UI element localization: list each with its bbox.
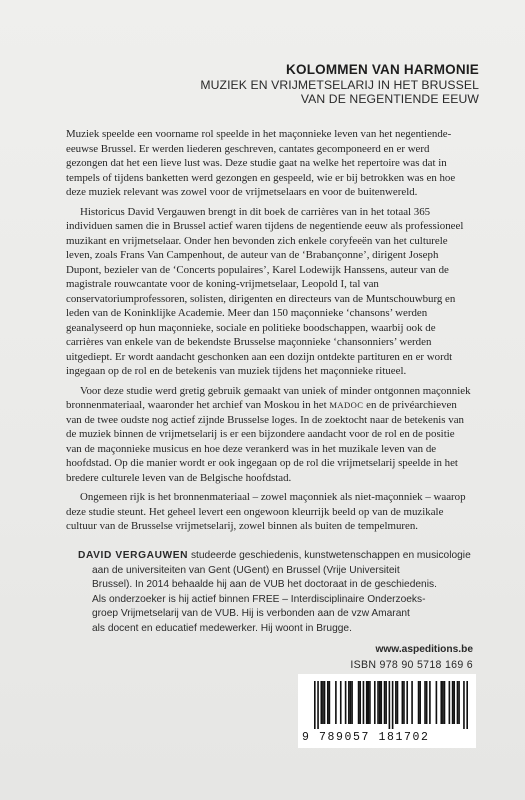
barcode-bar bbox=[350, 681, 352, 724]
barcode-bar bbox=[317, 681, 319, 729]
barcode-bar bbox=[329, 681, 331, 724]
isbn-label: ISBN 978 90 5718 169 6 bbox=[350, 659, 473, 671]
barcode-bar bbox=[424, 681, 426, 724]
barcode-bar bbox=[359, 681, 361, 724]
blurb-paragraph-4: Ongemeen rijk is het bronnenmateriaal – zowel maçonniek als niet-maçonniek – waarop deze studie steunt. Het geheel levert een ongewoon kleurrijk beeld op van de muzikale cultuur van de Brusselse vrijmetselarij, zowel binnen als buiten de tempelmuren. bbox=[66, 491, 466, 532]
book-subtitle-line-2: VAN DE NEGENTIENDE EEUW bbox=[300, 92, 479, 106]
barcode-bar bbox=[466, 681, 468, 729]
barcode-bar bbox=[463, 681, 465, 729]
barcode-bar bbox=[440, 681, 442, 724]
barcode-bar bbox=[392, 681, 394, 729]
barcode-bar bbox=[369, 681, 371, 724]
blurb-paragraph-3 bbox=[66, 384, 471, 486]
barcode-bar bbox=[436, 681, 438, 724]
madoc-smallcaps: MADOC bbox=[329, 400, 364, 410]
book-title: KOLOMMEN VAN HARMONIE bbox=[286, 62, 479, 77]
barcode-bar bbox=[403, 681, 405, 724]
author-bio-line-1 bbox=[78, 549, 472, 564]
barcode-bar bbox=[458, 681, 460, 724]
barcode-bar bbox=[351, 681, 353, 724]
barcode-bar bbox=[406, 681, 408, 724]
blurb-paragraph-1: Muziek speelde een voorname rol speelde in het maçonnieke leven van het negentiende-eeuwse Brussel. Er werden liederen geschreven, cantates gecomponeerd en er werd gezongen dat het een lieve lust was. Deze studie gaat na welke het repertoire was dat in tempels of tijdens banketten werd gezongen en gespeeld, wie er bij betrokken was en hoe deze muziek relevant was zowel voor de vrijmetselaars en voor de buitenwereld. bbox=[66, 128, 456, 198]
barcode-bar bbox=[385, 681, 387, 724]
barcode-bar bbox=[449, 681, 451, 724]
barcode-bar bbox=[335, 681, 337, 724]
author-bio-line-6: als docent en educatief medewerker. Hij woont in Brugge. bbox=[92, 622, 352, 634]
barcode-bar bbox=[442, 681, 444, 724]
barcode-bar bbox=[453, 681, 455, 724]
barcode-bar bbox=[366, 681, 368, 724]
blurb-paragraph-3-part-1: Voor deze studie werd gretig gebruik gemaakt van uniek of minder ontgonnen maçonniek bronnenmateriaal, waaronder het archief van Moskou in het bbox=[66, 384, 471, 411]
barcode-bar bbox=[452, 681, 454, 724]
barcode-bar bbox=[340, 681, 342, 724]
barcode-bar bbox=[324, 681, 326, 724]
barcode-bar bbox=[418, 681, 420, 724]
author-bio-line-5: groep Vrijmetselarij van de VUB. Hij is verbonden aan de vzw Amarant bbox=[92, 608, 410, 619]
book-subtitle-line-1: MUZIEK EN VRIJMETSELARIJ IN HET BRUSSEL bbox=[200, 78, 479, 92]
barcode-bar bbox=[457, 681, 459, 724]
author-bio bbox=[78, 549, 472, 636]
barcode-bar bbox=[429, 681, 431, 724]
blurb-paragraph-3-part-2: en de privéarchieven van de twee oudste nog actief zijnde Brusselse loges. In de zoektocht naar de betekenis van de muziek binnen de vrijmetselarij is er een bijzondere aandacht voor de rol en de positie van de maçonnieke musicus en hoe deze verankerd was in het muzikale leven van de hoofdstad. Op die manier wordt er ook ingegaan op de rol die vrijmetselarij speelde in het bredere culturele leven van de Belgische hoofdstad. bbox=[66, 399, 464, 484]
barcode-bar bbox=[322, 681, 324, 724]
barcode-bar bbox=[411, 681, 413, 724]
barcode-bar bbox=[379, 681, 381, 724]
author-name: DAVID VERGAUWEN bbox=[78, 550, 189, 561]
barcode-bar bbox=[419, 681, 421, 724]
barcode-bar bbox=[397, 681, 399, 724]
barcode-bar bbox=[426, 681, 428, 724]
barcode-bars bbox=[314, 681, 468, 729]
barcode-bar bbox=[384, 681, 386, 724]
barcode-bar bbox=[367, 681, 369, 724]
author-bio-line-3: Brussel). In 2014 behaalde hij aan de VUB het doctoraat in de geschiedenis. bbox=[92, 579, 437, 590]
author-bio-line-2: aan de universiteiten van Gent (UGent) en Brussel (Vrije Universiteit bbox=[92, 564, 400, 576]
author-bio-line-4: Als onderzoeker is hij actief binnen FREE – Interdisciplinaire Onderzoeks- bbox=[92, 593, 426, 605]
barcode-bar bbox=[363, 681, 365, 724]
barcode-bar bbox=[327, 681, 329, 724]
barcode-bar bbox=[374, 681, 376, 724]
barcode-bar bbox=[320, 681, 322, 724]
blurb bbox=[66, 127, 471, 539]
barcode-bar bbox=[377, 681, 379, 724]
title-block bbox=[149, 62, 479, 106]
barcode-bar bbox=[380, 681, 382, 724]
barcode-bar bbox=[314, 681, 316, 729]
barcode-bar bbox=[444, 681, 446, 724]
barcode-bar bbox=[402, 681, 404, 724]
barcode-bar bbox=[348, 681, 350, 724]
barcode-bar bbox=[395, 681, 397, 724]
publisher-url: www.aspeditions.be bbox=[375, 644, 473, 655]
barcode bbox=[298, 674, 476, 748]
barcode-bar bbox=[389, 681, 391, 729]
blurb-paragraph-2: Historicus David Vergauwen brengt in dit boek de carrières van in het totaal 365 individuen samen die in Brussel actief waren tijdens de negentiende eeuw als professioneel muzikant en vrijmetselaar. Onder hen bevonden zich enkele coryfeeën van het culturele leven, zoals Frans Van Campenhout, de auteur van de ‘Brabançonne’, dirigent Joseph Dupont, bezieler van de ‘Concerts populaires’, Karel Lodewijk Hanssens, auteur van de magistrale rouwcantate voor de koning-vrijmetselaar, Leopold I, tal van conservatoriumprofessoren, solisten, dirigenten en directeurs van de Muntschouwburg en leden van de Koninklijke Academie. Meer dan 150 maçonnieke ‘chansons’ werden geanalyseerd op hun maçonnieke, sociale en politieke boodschappen, waarbij ook de carrières van enkele van de bekendste Brusselse maçonnieke ‘chansonniers’ werden uitgediept. Er wordt aandacht geschonken aan een dozijn ontdekte partituren en er wordt ingegaan op de rol en de betekenis van muziek tijdens het maçonnieke ritueel. bbox=[66, 205, 464, 377]
barcode-bar bbox=[345, 681, 347, 724]
barcode-bar bbox=[358, 681, 360, 724]
barcode-digits: 9 789057 181702 bbox=[302, 731, 430, 744]
author-bio-text-1: studeerde geschiedenis, kunstwetenschappen en musicologie bbox=[188, 550, 471, 561]
